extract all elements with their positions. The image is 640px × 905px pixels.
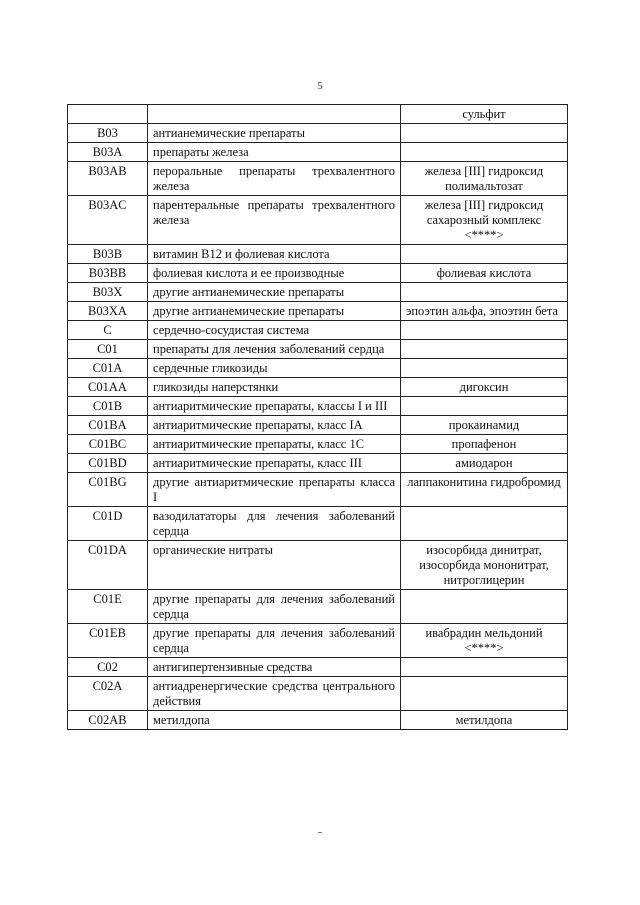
- table-row: [68, 711, 568, 730]
- group-name: фолиевая кислота и ее производные: [148, 264, 401, 283]
- atc-code: B03XA: [68, 302, 148, 321]
- group-name: парентеральные препараты трехвалентного железа: [148, 196, 401, 245]
- group-name: другие препараты для лечения заболеваний сердца: [148, 624, 401, 658]
- atc-code: C01E: [68, 590, 148, 624]
- drug-name: [401, 677, 568, 711]
- table-row: [68, 416, 568, 435]
- table-row: [68, 162, 568, 196]
- table-row: [68, 105, 568, 124]
- table-row: [68, 624, 568, 658]
- table-row: [68, 143, 568, 162]
- table-row: [68, 473, 568, 507]
- group-name: антиаритмические препараты, класс IA: [148, 416, 401, 435]
- scan-mark: [318, 832, 322, 833]
- atc-code: C02A: [68, 677, 148, 711]
- group-name: другие антианемические препараты: [148, 302, 401, 321]
- atc-code: C01BA: [68, 416, 148, 435]
- atc-code: [68, 105, 148, 124]
- group-name: гликозиды наперстянки: [148, 378, 401, 397]
- table-row: [68, 507, 568, 541]
- table-row: [68, 541, 568, 590]
- drug-name: [401, 283, 568, 302]
- drug-name: эпоэтин альфа, эпоэтин бета: [401, 302, 568, 321]
- group-name: сердечно-сосудистая система: [148, 321, 401, 340]
- atc-code: C02AB: [68, 711, 148, 730]
- table-row: [68, 283, 568, 302]
- atc-code: B03: [68, 124, 148, 143]
- group-name: антиаритмические препараты, класс 1C: [148, 435, 401, 454]
- atc-code: C: [68, 321, 148, 340]
- drug-name: фолиевая кислота: [401, 264, 568, 283]
- drug-name: [401, 143, 568, 162]
- drug-name: [401, 507, 568, 541]
- drug-name: [401, 397, 568, 416]
- table-row: [68, 359, 568, 378]
- group-name: органические нитраты: [148, 541, 401, 590]
- atc-code: C01BG: [68, 473, 148, 507]
- group-name: вазодилататоры для лечения заболеваний сердца: [148, 507, 401, 541]
- atc-code: B03BB: [68, 264, 148, 283]
- group-name: сердечные гликозиды: [148, 359, 401, 378]
- atc-code: C01DA: [68, 541, 148, 590]
- table-row: [68, 378, 568, 397]
- atc-code: C01EB: [68, 624, 148, 658]
- atc-code: B03AC: [68, 196, 148, 245]
- page-number: 5: [317, 80, 323, 92]
- table-row: [68, 435, 568, 454]
- atc-code: B03A: [68, 143, 148, 162]
- drug-name: сульфит: [401, 105, 568, 124]
- group-name: другие антианемические препараты: [148, 283, 401, 302]
- drug-name: прокаинамид: [401, 416, 568, 435]
- drug-name: амиодарон: [401, 454, 568, 473]
- group-name: антиаритмические препараты, классы I и III: [148, 397, 401, 416]
- table-row: [68, 677, 568, 711]
- table-row: [68, 340, 568, 359]
- drug-name: [401, 359, 568, 378]
- group-name: витамин B12 и фолиевая кислота: [148, 245, 401, 264]
- group-name: антиаритмические препараты, класс III: [148, 454, 401, 473]
- drug-name: лаппаконитина гидробромид: [401, 473, 568, 507]
- table-row: [68, 302, 568, 321]
- atc-code: B03X: [68, 283, 148, 302]
- drug-name: [401, 590, 568, 624]
- atc-code: B03AB: [68, 162, 148, 196]
- group-name: антигипертензивные средства: [148, 658, 401, 677]
- atc-code: C01BD: [68, 454, 148, 473]
- table-row: [68, 196, 568, 245]
- drug-name: [401, 340, 568, 359]
- group-name: другие антиаритмические препараты класса I: [148, 473, 401, 507]
- group-name: [148, 105, 401, 124]
- atc-code: C02: [68, 658, 148, 677]
- atc-code: C01AA: [68, 378, 148, 397]
- drug-name: изосорбида динитрат, изосорбида мононитрат, нитроглицерин: [401, 541, 568, 590]
- table-row: [68, 321, 568, 340]
- drug-name: железа [III] гидроксид полимальтозат: [401, 162, 568, 196]
- drug-name: дигоксин: [401, 378, 568, 397]
- drug-name: [401, 124, 568, 143]
- atc-code: C01A: [68, 359, 148, 378]
- group-name: препараты для лечения заболеваний сердца: [148, 340, 401, 359]
- drug-name: [401, 321, 568, 340]
- table-row: [68, 124, 568, 143]
- drug-name: железа [III] гидроксид сахарозный комплекс <****>: [401, 196, 568, 245]
- table-row: [68, 454, 568, 473]
- atc-code: C01B: [68, 397, 148, 416]
- atc-code: C01BC: [68, 435, 148, 454]
- group-name: пероральные препараты трехвалентного железа: [148, 162, 401, 196]
- table-row: [68, 658, 568, 677]
- atc-code: C01: [68, 340, 148, 359]
- group-name: метилдопа: [148, 711, 401, 730]
- drug-name: ивабрадин мельдоний <****>: [401, 624, 568, 658]
- drug-name: метилдопа: [401, 711, 568, 730]
- drug-name: [401, 245, 568, 264]
- group-name: антиадренергические средства центрального действия: [148, 677, 401, 711]
- table-row: [68, 264, 568, 283]
- atc-code: B03B: [68, 245, 148, 264]
- drug-name: пропафенон: [401, 435, 568, 454]
- drug-name: [401, 658, 568, 677]
- drug-classification-table: [67, 104, 568, 730]
- table-row: [68, 397, 568, 416]
- table-row: [68, 245, 568, 264]
- table-row: [68, 590, 568, 624]
- group-name: препараты железа: [148, 143, 401, 162]
- group-name: антианемические препараты: [148, 124, 401, 143]
- atc-code: C01D: [68, 507, 148, 541]
- group-name: другие препараты для лечения заболеваний сердца: [148, 590, 401, 624]
